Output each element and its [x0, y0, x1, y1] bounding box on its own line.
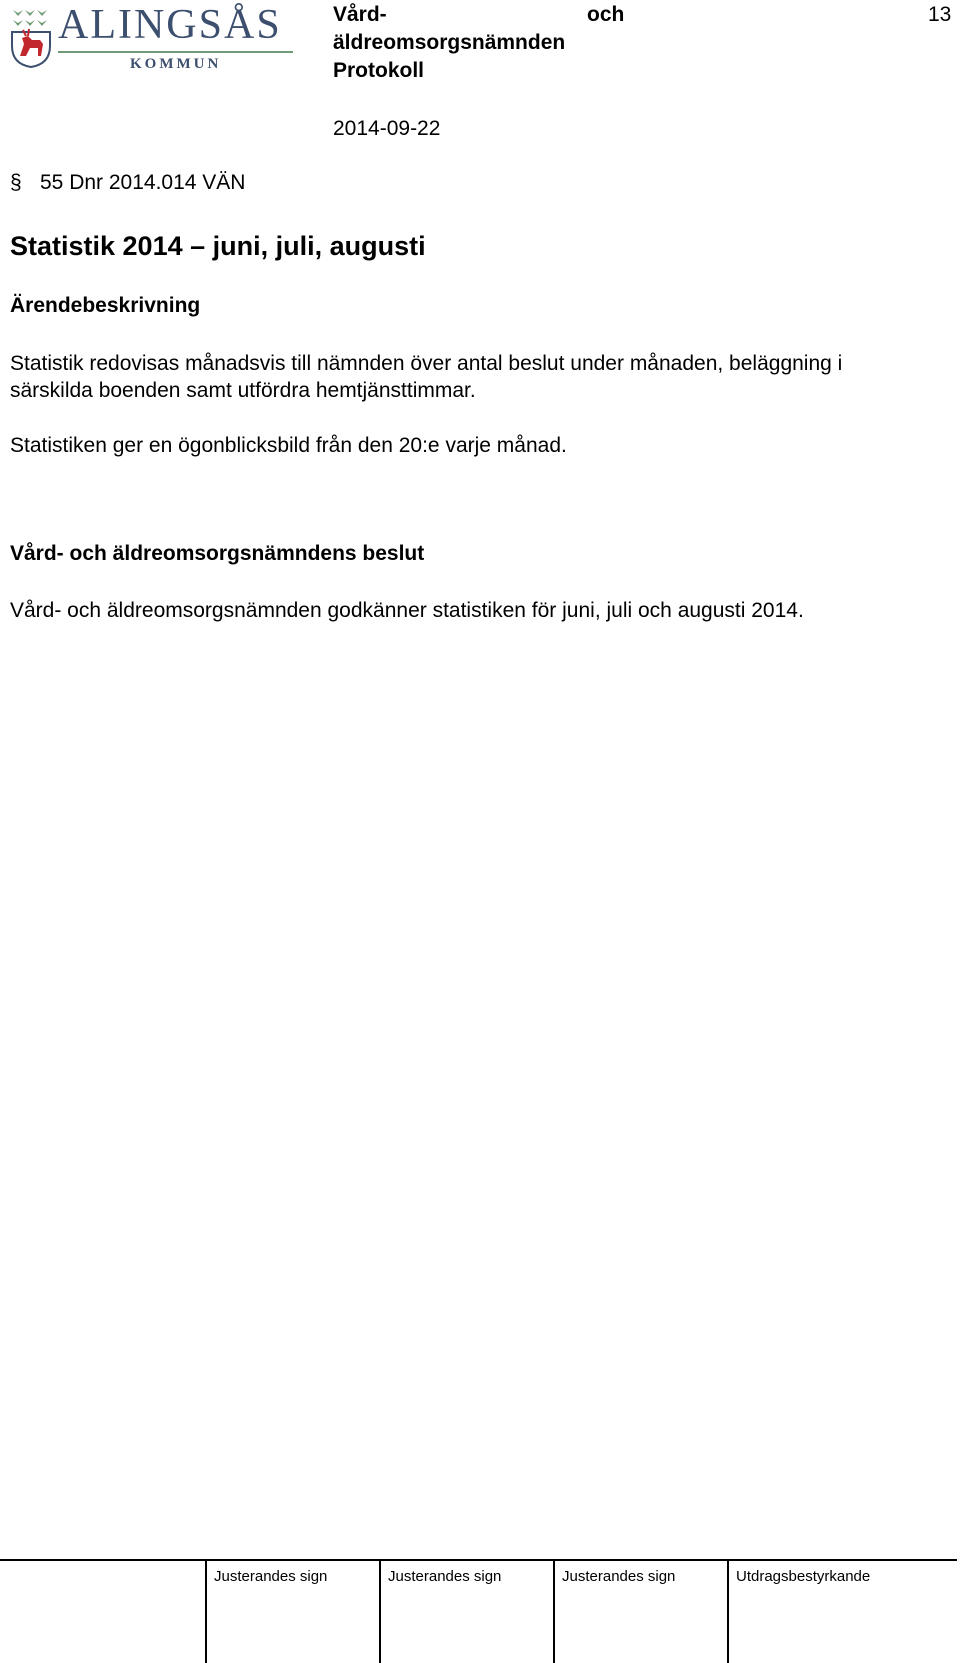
- footer-column-divider: [205, 1560, 207, 1663]
- meeting-date: 2014-09-22: [333, 117, 441, 140]
- footer-column-divider: [379, 1560, 381, 1663]
- footer-column-divider: [553, 1560, 555, 1663]
- paragraph-sign: §: [10, 171, 22, 194]
- org-name-line1a: Vård-: [333, 3, 387, 26]
- logo-divider: [58, 51, 293, 53]
- org-name-line2: äldreomsorgsnämnden: [333, 31, 566, 54]
- footer-sign-label: Justerandes sign: [214, 1568, 328, 1585]
- page-title: Statistik 2014 – juni, juli, augusti: [10, 231, 426, 261]
- alingsas-kommun-logo: [10, 2, 310, 74]
- paragraph: Statistiken ger en ögonblicksbild från den 20:e varje månad.: [10, 434, 567, 457]
- decision-heading: Vård- och äldreomsorgsnämndens beslut: [10, 542, 425, 565]
- alingsas-coat-of-arms-icon: [10, 6, 54, 68]
- section-number: 55 Dnr 2014.014 VÄN: [40, 171, 246, 194]
- org-name-line1b: och: [587, 3, 625, 26]
- decision-text: Vård- och äldreomsorgsnämnden godkänner statistiken för juni, juli och augusti 2014.: [10, 599, 804, 622]
- footer-sign-label: Justerandes sign: [562, 1568, 676, 1585]
- case-description-heading: Ärendebeskrivning: [10, 294, 201, 317]
- footer-column-divider: [727, 1560, 729, 1663]
- document-type: Protokoll: [333, 59, 425, 82]
- footer-divider: [0, 1559, 957, 1561]
- paragraph: Statistik redovisas månadsvis till nämnden över antal beslut under månaden, beläggning i särskilda boenden samt utfördra hemtjänsttimmar.: [10, 352, 843, 402]
- footer-sign-label: Justerandes sign: [388, 1568, 502, 1585]
- logo-subtitle: KOMMUN: [130, 56, 222, 72]
- section-reference: [10, 171, 245, 195]
- footer-certification-label: Utdragsbestyrkande: [736, 1568, 871, 1585]
- logo-wordmark: ALINGSÅS: [58, 2, 282, 48]
- page-number: 13: [928, 3, 952, 26]
